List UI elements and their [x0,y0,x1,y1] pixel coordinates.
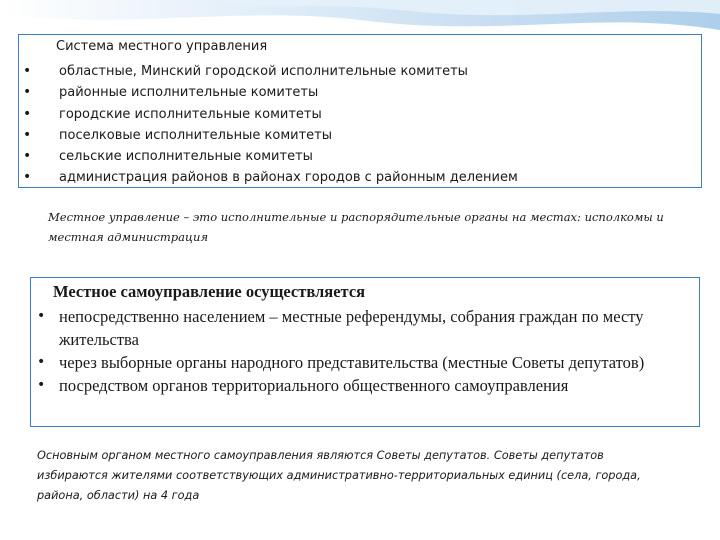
box1-heading: Система местного управления [56,39,268,54]
councils-of-deputies-note: Основным органом местного самоуправления являются Советы депутатов. Советы депутатов избираются жителями соответствующих административно-территориальных единиц (села, города, района, области) на 4 года [37,449,641,502]
local-government-system-box [18,34,702,188]
list-item: • районные исполнительные комитеты [19,82,518,103]
bullet-icon: • [23,148,32,165]
list-item: • администрация районов в районах городов с районным делением [19,167,518,188]
list-item: • через выборные органы народного представительства (местные Советы депутатов) [37,353,645,372]
box2-heading: Местное самоуправление осуществляется [53,282,366,301]
bullet-icon: • [23,84,32,101]
local-administration-definition: Местное управление – это исполнительные и распорядительные органы на местах: исполкомы и местная администрация [48,210,664,244]
bullet-icon: • [23,126,32,143]
box1-list [19,61,518,189]
bullet-icon: • [23,105,32,122]
list-item: • областные, Минский городской исполнительные комитеты [19,61,518,82]
list-item: • городские исполнительные комитеты [19,104,518,125]
bullet-icon: • [23,63,32,79]
bullet-icon: • [37,377,46,393]
bullet-icon: • [37,308,46,324]
bullet-icon: • [37,354,46,370]
bullet-icon: • [23,169,32,186]
list-item: • поселковые исполнительные комитеты [19,125,518,146]
box2-list [31,305,689,397]
local-self-government-box [30,277,700,427]
list-item: • сельские исполнительные комитеты [19,146,518,167]
list-item: • непосредственно населением – местные референдумы, собрания граждан по месту жительства [37,307,644,349]
list-item: • посредством органов территориального общественного самоуправления [37,376,569,395]
